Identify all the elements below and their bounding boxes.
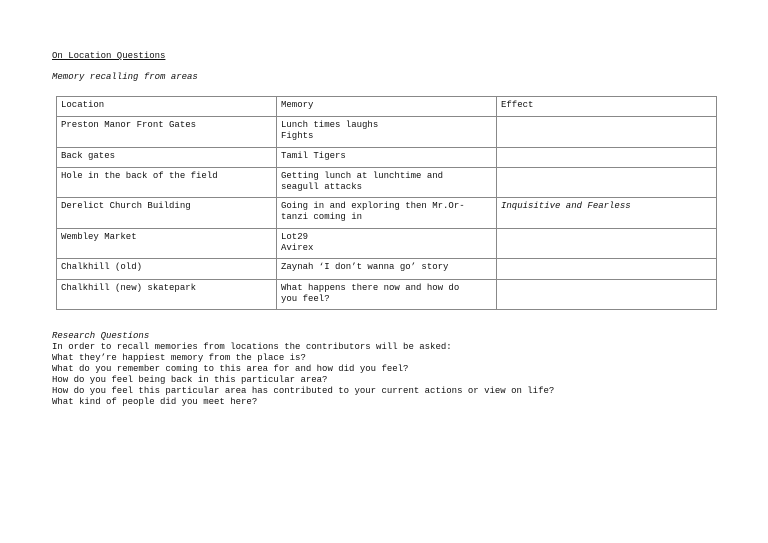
- table-row: [57, 148, 717, 168]
- research-line: How do you feel being back in this particular area?: [52, 375, 328, 385]
- research-line: What do you remember coming to this area for and how did you feel?: [52, 364, 409, 374]
- memory-cell: Zaynah ‘I don’t wanna go’ story: [277, 259, 497, 280]
- effect-cell: [497, 280, 717, 310]
- memory-cell: Going in and exploring then Mr.Or- tanzi coming in: [277, 198, 497, 229]
- effect-cell: [497, 229, 717, 259]
- location-cell: Preston Manor Front Gates: [57, 117, 277, 148]
- effect-cell: Inquisitive and Fearless: [497, 198, 717, 229]
- memory-cell: Lunch times laughs Fights: [277, 117, 497, 148]
- memory-table: [56, 96, 717, 310]
- table-header-row: [57, 97, 717, 117]
- document-title: On Location Questions: [52, 51, 166, 61]
- location-cell: Hole in the back of the field: [57, 168, 277, 198]
- column-header-memory: Memory: [277, 97, 497, 117]
- location-cell: Wembley Market: [57, 229, 277, 259]
- effect-cell: [497, 117, 717, 148]
- table-row: [57, 117, 717, 148]
- research-heading: Research Questions: [52, 331, 150, 341]
- column-header-effect: Effect: [497, 97, 717, 117]
- table-row: [57, 168, 717, 198]
- effect-cell: [497, 168, 717, 198]
- location-cell: Chalkhill (new) skatepark: [57, 280, 277, 310]
- table-row: [57, 229, 717, 259]
- location-cell: Derelict Church Building: [57, 198, 277, 229]
- research-questions-section: [52, 331, 554, 408]
- table-row: [57, 259, 717, 280]
- table-row: [57, 280, 717, 310]
- effect-cell: [497, 148, 717, 168]
- location-cell: Chalkhill (old): [57, 259, 277, 280]
- memory-cell: Lot29 Avirex: [277, 229, 497, 259]
- research-line: In order to recall memories from locations the contributors will be asked:: [52, 342, 452, 352]
- table-row: [57, 198, 717, 229]
- effect-cell: [497, 259, 717, 280]
- research-line: What they’re happiest memory from the place is?: [52, 353, 306, 363]
- memory-cell: What happens there now and how do you feel?: [277, 280, 497, 310]
- column-header-location: Location: [57, 97, 277, 117]
- memory-cell: Getting lunch at lunchtime and seagull attacks: [277, 168, 497, 198]
- document-subtitle: Memory recalling from areas: [52, 72, 198, 82]
- research-line: How do you feel this particular area has contributed to your current actions or view on life?: [52, 386, 555, 396]
- memory-cell: Tamil Tigers: [277, 148, 497, 168]
- research-line: What kind of people did you meet here?: [52, 397, 258, 407]
- location-cell: Back gates: [57, 148, 277, 168]
